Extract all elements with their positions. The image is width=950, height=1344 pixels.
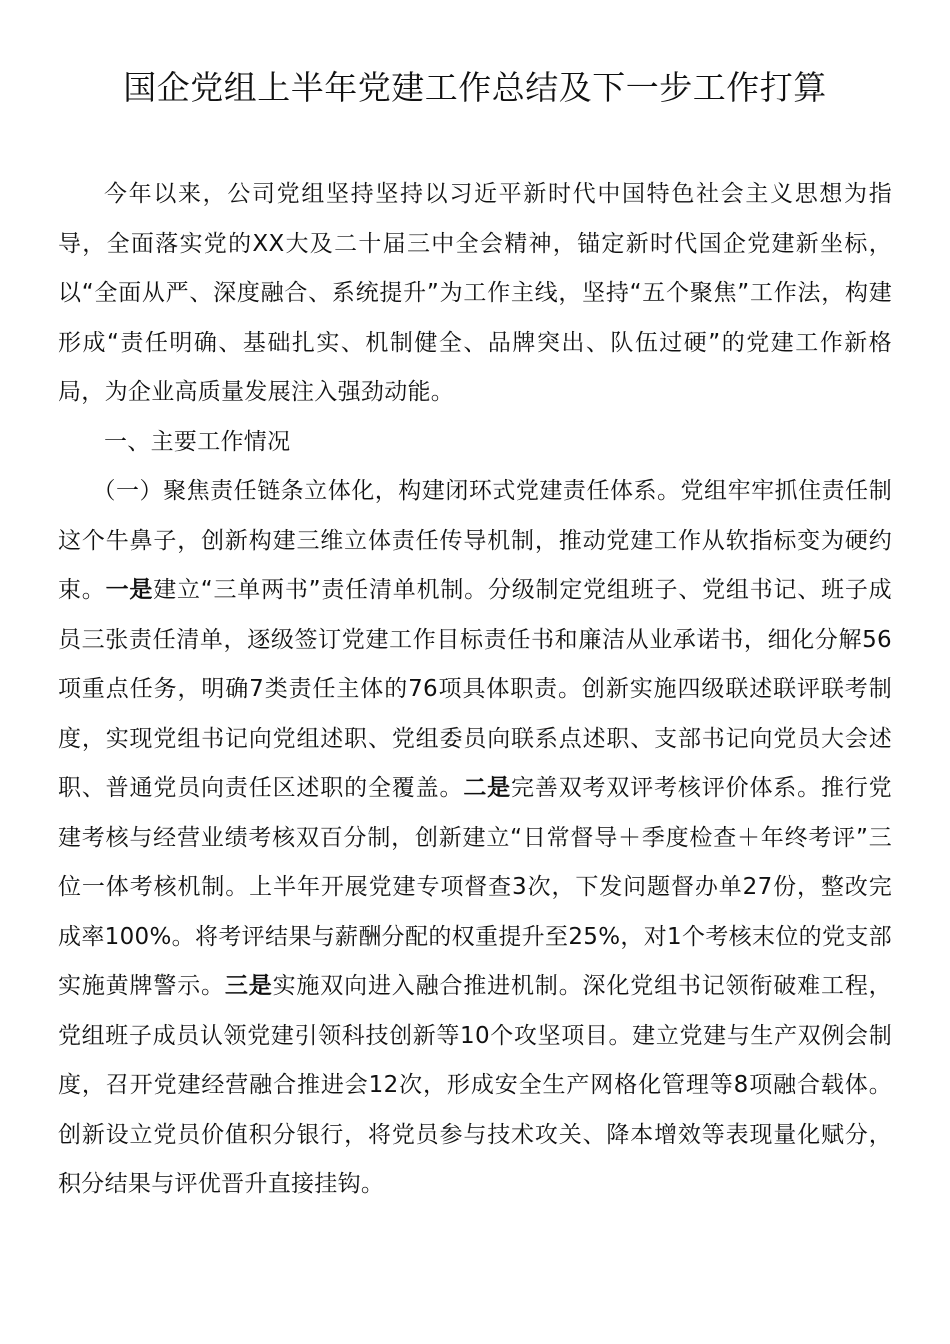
document-title: 国企党组上半年党建工作总结及下一步工作打算: [123, 68, 827, 107]
point-2-text: 完善双考双评考核评价体系。推行党建考核与经营业绩考核双百分制，创新建立“日常督导＋季度检查＋年终考评”三位一体考核机制。上半年开展党建专项督查3次，下发问题督办单27份，整改完成率100%。将考评结果与薪酬分配的权重提升至25%，对1个考核末位的党支部实施黄牌警示。: [58, 775, 892, 999]
document-body: [58, 170, 892, 1210]
lead-marker-1: 一是: [105, 577, 154, 603]
lead-marker-2: 二是: [463, 775, 512, 801]
document-page: [58, 58, 892, 1210]
point-3-text: 实施双向进入融合推进机制。深化党组书记领衔破难工程，党组班子成员认领党建引领科技创新等10个攻坚项目。建立党建与生产双例会制度，召开党建经营融合推进会12次，形成安全生产网格化管理等8项融合载体。创新设立党员价值积分银行，将党员参与技术攻关、降本增效等表现量化赋分，积分结果与评优晋升直接挂钩。: [58, 973, 892, 1197]
subsection-paragraph: [58, 467, 892, 1210]
section-heading: 一、主要工作情况: [104, 428, 291, 455]
lead-marker-3: 三是: [224, 973, 273, 999]
intro-paragraph: 今年以来，公司党组坚持坚持以习近平新时代中国特色社会主义思想为指导，全面落实党的XX大及二十届三中全会精神，锚定新时代国企党建新坐标，以“全面从严、深度融合、系统提升”为工作主线，坚持“五个聚焦”工作法，构建形成“责任明确、基础扎实、机制健全、品牌突出、队伍过硬”的党建工作新格局，为企业高质量发展注入强劲动能。: [58, 181, 892, 405]
subsection-intro-text: （一）聚焦责任链条立体化，构建闭环式党建责任体系。党组牢牢抓住责任制这个牛鼻子，创新构建三维立体责任传导机制，推动党建工作从软指标变为硬约束。: [58, 478, 892, 603]
point-1-text: 建立“三单两书”责任清单机制。分级制定党组班子、党组书记、班子成员三张责任清单，逐级签订党建工作目标责任书和廉洁从业承诺书，细化分解56项重点任务，明确7类责任主体的76项具体职责。创新实施四级联述联评联考制度，实现党组书记向党组述职、党组委员向联系点述职、支部书记向党员大会述职、普通党员向责任区述职的全覆盖。: [58, 577, 892, 801]
